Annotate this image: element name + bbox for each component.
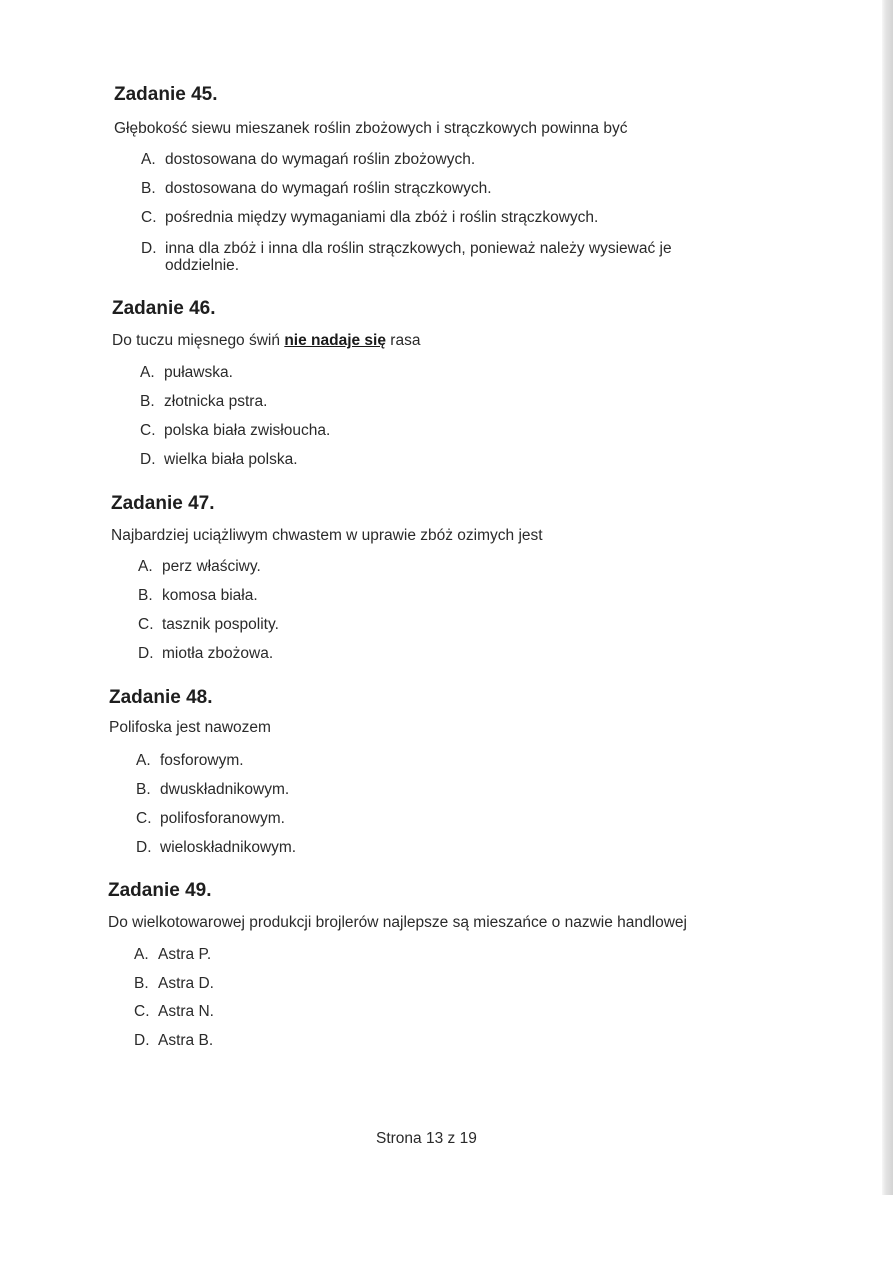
answer-a <box>141 151 475 169</box>
answer-text: miotła zbożowa. <box>162 645 274 662</box>
answer-text: złotnicka pstra. <box>164 393 268 410</box>
task-question: Polifoska jest nawozem <box>109 719 271 736</box>
answer-c <box>141 209 598 227</box>
answer-letter: B. <box>140 393 155 410</box>
answer-letter: C. <box>141 209 157 226</box>
answer-letter: B. <box>136 781 151 798</box>
scan-page-edge <box>882 0 893 1195</box>
answer-letter: B. <box>141 180 156 197</box>
answer-letter: D. <box>141 240 157 257</box>
task-title: Zadanie 48. <box>109 687 213 708</box>
answer-c <box>134 1003 214 1021</box>
answer-text: perz właściwy. <box>162 558 261 575</box>
answer-text: puławska. <box>164 364 233 381</box>
answer-text: dostosowana do wymagań roślin zbożowych. <box>165 151 476 168</box>
answer-text: Astra N. <box>158 1003 214 1020</box>
answer-c <box>138 616 279 634</box>
answer-c <box>140 422 330 440</box>
answer-text: wielka biała polska. <box>164 451 298 468</box>
answer-text: Astra P. <box>158 946 212 963</box>
answer-letter: A. <box>134 946 149 963</box>
answer-text: polska biała zwisłoucha. <box>164 422 331 439</box>
answer-letter: A. <box>136 752 151 769</box>
answer-b <box>140 393 267 411</box>
answer-text: wieloskładnikowym. <box>160 839 297 856</box>
answer-b <box>136 781 289 799</box>
answer-a <box>136 752 244 770</box>
answer-d <box>140 451 298 469</box>
answer-letter: C. <box>134 1003 150 1020</box>
answer-text: inna dla zbóż i inna dla roślin strączkowych, ponieważ należy wysiewać je <box>165 240 672 257</box>
answer-b <box>134 975 214 993</box>
scan-margin <box>882 1195 893 1263</box>
answer-text: dwuskładnikowym. <box>160 781 290 798</box>
answer-d <box>141 240 672 274</box>
task-question: Do wielkotowarowej produkcji brojlerów najlepsze są mieszańce o nazwie handlowej <box>108 914 687 931</box>
answer-letter: D. <box>138 645 154 662</box>
question-emphasis: nie nadaje się <box>284 332 386 349</box>
answer-c <box>136 810 285 828</box>
answer-letter: B. <box>134 975 149 992</box>
answer-d <box>138 645 273 663</box>
answer-text: pośrednia między wymaganiami dla zbóż i roślin strączkowych. <box>165 209 599 226</box>
answer-text: polifosforanowym. <box>160 810 285 827</box>
answer-letter: A. <box>138 558 153 575</box>
answer-a <box>138 558 261 576</box>
task-question <box>112 332 420 350</box>
task-question: Głębokość siewu mieszanek roślin zbożowych i strączkowych powinna być <box>114 120 628 137</box>
answer-a <box>140 364 233 382</box>
task-question: Najbardziej uciążliwym chwastem w uprawie zbóż ozimych jest <box>111 527 543 544</box>
answer-b <box>138 587 258 605</box>
answer-text: Astra D. <box>158 975 214 992</box>
answer-letter: D. <box>134 1032 150 1049</box>
answer-text: komosa biała. <box>162 587 258 604</box>
task-title: Zadanie 45. <box>114 84 218 105</box>
question-text: rasa <box>390 332 421 349</box>
answer-text: fosforowym. <box>160 752 244 769</box>
answer-text: dostosowana do wymagań roślin strączkowych. <box>165 180 492 197</box>
answer-b <box>141 180 492 198</box>
answer-text: Astra B. <box>158 1032 214 1049</box>
answer-letter: B. <box>138 587 153 604</box>
answer-letter: A. <box>140 364 155 381</box>
task-title: Zadanie 47. <box>111 493 215 514</box>
answer-text-continuation: oddzielnie. <box>165 257 240 274</box>
task-title: Zadanie 46. <box>112 298 216 319</box>
answer-letter: C. <box>138 616 154 633</box>
answer-letter: C. <box>136 810 152 827</box>
page-number: Strona 13 z 19 <box>376 1130 477 1147</box>
answer-text: tasznik pospolity. <box>162 616 279 633</box>
task-title: Zadanie 49. <box>108 880 212 901</box>
answer-letter: C. <box>140 422 156 439</box>
answer-d <box>136 839 296 857</box>
answer-a <box>134 946 211 964</box>
answer-letter: A. <box>141 151 156 168</box>
answer-letter: D. <box>140 451 156 468</box>
answer-letter: D. <box>136 839 152 856</box>
answer-d <box>134 1032 213 1050</box>
question-text: Do tuczu mięsnego świń <box>112 332 280 349</box>
